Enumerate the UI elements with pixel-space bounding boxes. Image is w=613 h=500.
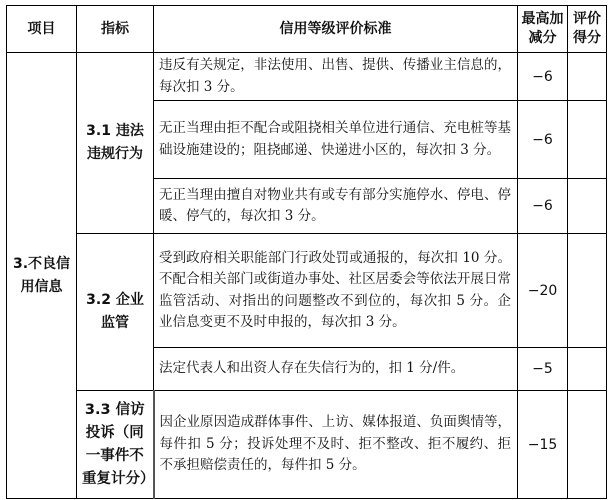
standard-text: 因企业原因造成群体事件、上访、媒体报道、负面舆情等，每件扣 5 分；投诉处理不及时、拒不整改、拒不履约、拒不承担赔偿责任的，每件扣 5 分。: [154, 391, 518, 499]
header-project: 项目: [7, 6, 77, 53]
indicator-3-1: 3.1 违法违规行为: [77, 53, 154, 234]
max-score: −20: [518, 234, 568, 348]
eval-score-cell: [568, 348, 607, 391]
header-max-score: 最高加减分: [518, 6, 568, 53]
eval-score-cell: [568, 179, 607, 234]
header-row: [7, 6, 607, 53]
standard-text: 法定代表人和出资人存在失信行为的，扣 1 分/件。: [154, 348, 518, 391]
max-score: −6: [518, 101, 568, 179]
eval-score-cell: [568, 391, 607, 499]
standard-text: 无正当理由擅自对物业共有或专有部分实施停水、停电、停暖、停气的，每次扣 3 分。: [154, 179, 518, 234]
indicator-3-3: 3.3 信访投诉（同一事件不重复计分）: [77, 391, 154, 499]
header-eval-score: 评价得分: [568, 6, 607, 53]
standard-text: 受到政府相关职能部门行政处罚或通报的，每次扣 10 分。不配合相关部门或街道办事处、社区居委会等依法开展日常监管活动、对指出的问题整改不到位的，每次扣 5 分。企业信息变更不及时申报的，每次扣 3 分。: [154, 234, 518, 348]
header-standard: 信用等级评价标准: [154, 6, 518, 53]
standard-text: 违反有关规定，非法使用、出售、提供、传播业主信息的，每次扣 3 分。: [154, 53, 518, 101]
max-score: −6: [518, 53, 568, 101]
eval-score-cell: [568, 234, 607, 348]
max-score: −15: [518, 391, 568, 499]
eval-score-cell: [568, 53, 607, 101]
project-cell: 3.不良信用信息: [7, 53, 77, 499]
credit-rating-table: [6, 5, 607, 499]
table-row: [7, 391, 607, 499]
header-indicator: 指标: [77, 6, 154, 53]
standard-text: 无正当理由拒不配合或阻挠相关单位进行通信、充电桩等基础设施建设的；阻挠邮递、快递进小区的，每次扣 3 分。: [154, 101, 518, 179]
max-score: −6: [518, 179, 568, 234]
indicator-3-2: 3.2 企业监管: [77, 234, 154, 391]
table-row: [7, 53, 607, 101]
table-row: [7, 234, 607, 348]
eval-score-cell: [568, 101, 607, 179]
max-score: −5: [518, 348, 568, 391]
